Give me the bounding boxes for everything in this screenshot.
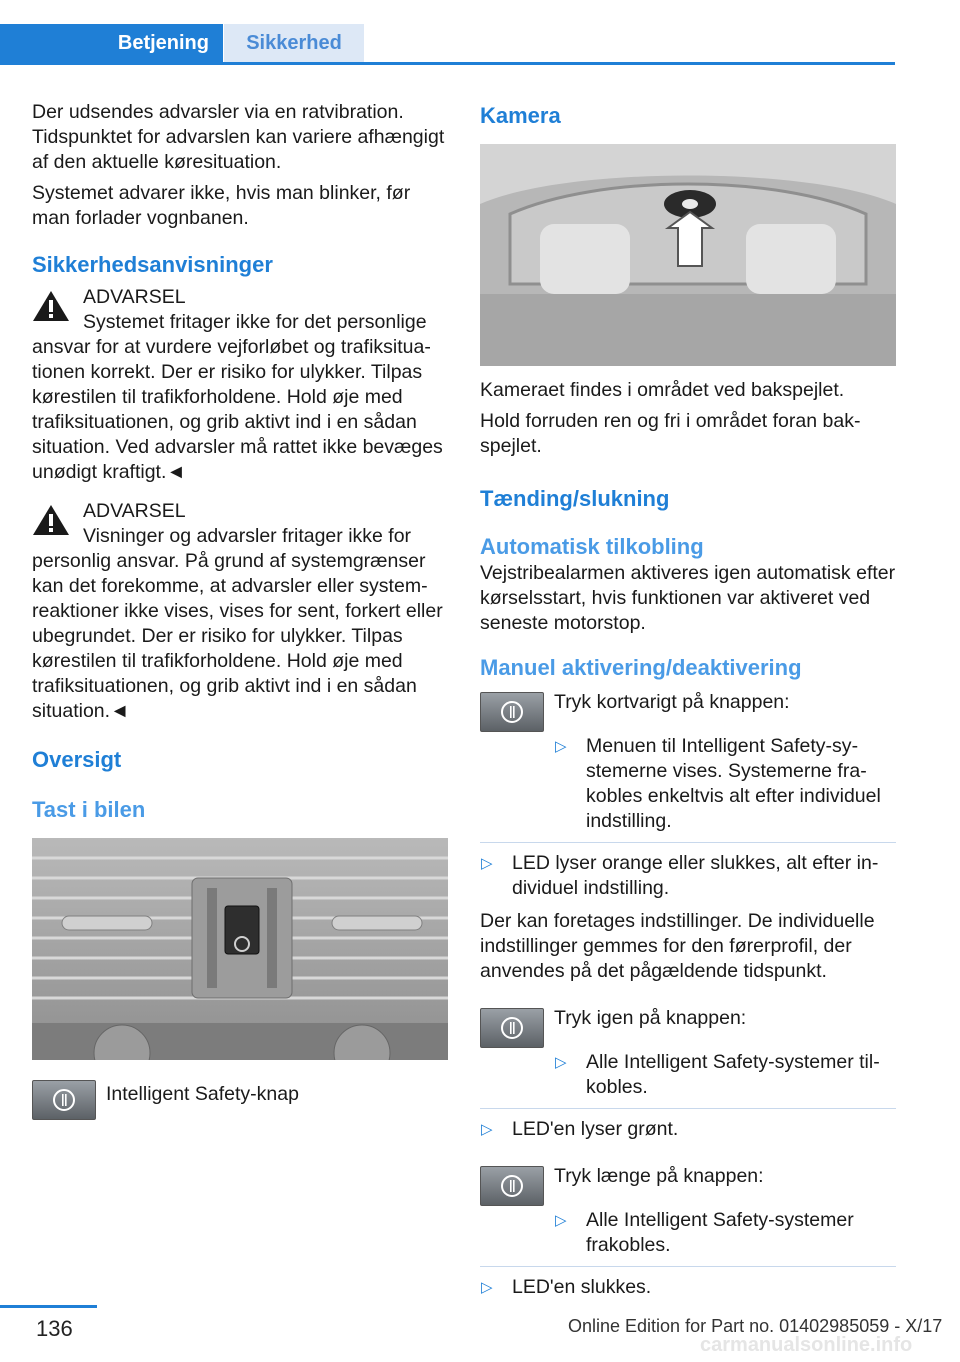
left-column <box>32 100 448 1122</box>
step-3-bullet-text: Alle Intelligent Safety-systemer frakobles. <box>586 1209 854 1256</box>
auto-activation-heading: Automatisk tilkobling <box>480 534 704 559</box>
intro-paragraph-1: Der udsendes advarsler via en ratvibration. Tidspunktet for advarslen kan variere afhængigt af den aktuelle køresituation. <box>32 101 445 173</box>
intelligent-safety-icon <box>500 700 524 724</box>
intelligent-safety-icon <box>500 1016 524 1040</box>
bullet-triangle-icon: ▷ <box>481 1279 493 1296</box>
dashboard-button-photo <box>32 838 448 1060</box>
auto-activation-text: Vejstribealarmen aktiveres igen automatisk efter kørselsstart, hvis funktionen var aktiveret ved seneste motorstop. <box>480 562 896 634</box>
separator <box>480 1266 896 1267</box>
step-1-text: Tryk kortvarigt på knappen: <box>554 691 790 713</box>
tab-sikkerhed[interactable]: Sikkerhed <box>224 24 364 62</box>
page-number: 136 <box>36 1316 73 1341</box>
intro-paragraph-2: Systemet advarer ikke, hvis man blinker, før man forlader vognbanen. <box>32 182 411 229</box>
intelligent-safety-icon <box>500 1174 524 1198</box>
tab-betjening[interactable]: Betjening <box>0 24 223 62</box>
led-3-bullet <box>480 1275 896 1300</box>
footer-rule <box>0 1305 97 1308</box>
warning-1-title: ADVARSEL <box>83 286 186 308</box>
intelligent-safety-button[interactable] <box>480 1166 544 1206</box>
warning-triangle-icon <box>32 289 70 323</box>
intelligent-safety-button[interactable] <box>480 692 544 732</box>
warning-2-title: ADVARSEL <box>83 500 186 522</box>
step-3-bullet <box>554 1208 896 1258</box>
intelligent-safety-button[interactable] <box>480 1008 544 1048</box>
chapter-tabbar <box>0 24 895 65</box>
warning-triangle-icon <box>32 503 70 537</box>
overview-heading: Oversigt <box>32 747 122 772</box>
step-1-bullet-text: Menuen til Intelligent Safety-systemerne vises. Systemerne frakobles enkeltvis alt efter individuel indstilling. <box>586 735 881 832</box>
step-3-text: Tryk længe på knappen: <box>554 1165 764 1187</box>
watermark: carmanualsonline.info <box>700 1334 913 1356</box>
warning-1-text: Systemet fritager ikke for det personlige ansvar for at vurdere vejforløbet og trafiksituationen korrekt. Der er risiko for ulykker. Tilpas kørestilen til trafikforholdene. Hold øje med trafiksituationen, og grib aktivt ind i en sådan situation. Ved advarsler må rattet ikke bevæges unødigt kraftigt.◄ <box>32 311 443 483</box>
separator <box>480 842 896 843</box>
camera-heading: Kamera <box>480 103 561 128</box>
camera-paragraph-1: Kameraet findes i området ved bakspejlet. <box>480 379 845 401</box>
led-1-text: LED lyser orange eller slukkes, alt efter individuel indstilling. <box>512 852 879 899</box>
step-short-press <box>480 690 896 734</box>
on-off-heading: Tænding/slukning <box>480 486 670 511</box>
bullet-triangle-icon: ▷ <box>555 738 567 755</box>
camera-paragraph-2: Hold forruden ren og fri i området foran bakspejlet. <box>480 410 861 457</box>
warning-block-1 <box>32 285 448 485</box>
settings-paragraph: Der kan foretages indstillinger. De individuelle indstillinger gemmes for den førerprofil, der anvendes på det pågældende tidspunkt. <box>480 910 875 982</box>
led-2-text: LED'en lyser grønt. <box>512 1118 679 1140</box>
intelligent-safety-icon <box>52 1088 76 1112</box>
intelligent-safety-button-row <box>32 1078 448 1122</box>
led-2-bullet <box>480 1117 896 1142</box>
step-2-text: Tryk igen på knappen: <box>554 1007 747 1029</box>
bullet-triangle-icon: ▷ <box>555 1054 567 1071</box>
edition-footer: Online Edition for Part no. 01402985059 - X/17 <box>568 1316 943 1336</box>
manual-activation-heading: Manuel aktivering/deaktivering <box>480 655 802 680</box>
bullet-triangle-icon: ▷ <box>481 855 493 872</box>
led-3-text: LED'en slukkes. <box>512 1276 652 1298</box>
led-1-bullet <box>480 851 896 901</box>
bullet-triangle-icon: ▷ <box>555 1212 567 1229</box>
separator <box>480 1108 896 1109</box>
safety-heading: Sikkerhedsanvisninger <box>32 252 273 277</box>
camera-location-photo <box>480 144 896 366</box>
intelligent-safety-button[interactable] <box>32 1080 96 1120</box>
warning-2-text: Visninger og advarsler fritager ikke for personlig ansvar. På grund af systemgrænser kan det forekomme, at advarsler eller systemreaktioner ikke vises, vises for sent, forkert eller ubegrundet. Der er risiko for ulykker. Tilpas kørestilen til trafikforholdene. Hold øje med trafiksituationen, og grib aktivt ind i en sådan situation.◄ <box>32 525 443 722</box>
step-2-bullet-text: Alle Intelligent Safety-systemer tilkobles. <box>586 1051 880 1098</box>
button-in-car-heading: Tast i bilen <box>32 797 146 822</box>
step-long-press <box>480 1164 896 1208</box>
bullet-triangle-icon: ▷ <box>481 1121 493 1138</box>
step-2-bullet <box>554 1050 896 1100</box>
step-1-bullet <box>554 734 896 834</box>
step-press-again <box>480 1006 896 1050</box>
button-caption: Intelligent Safety-knap <box>106 1083 299 1105</box>
warning-block-2 <box>32 499 448 724</box>
right-column <box>480 100 896 1308</box>
